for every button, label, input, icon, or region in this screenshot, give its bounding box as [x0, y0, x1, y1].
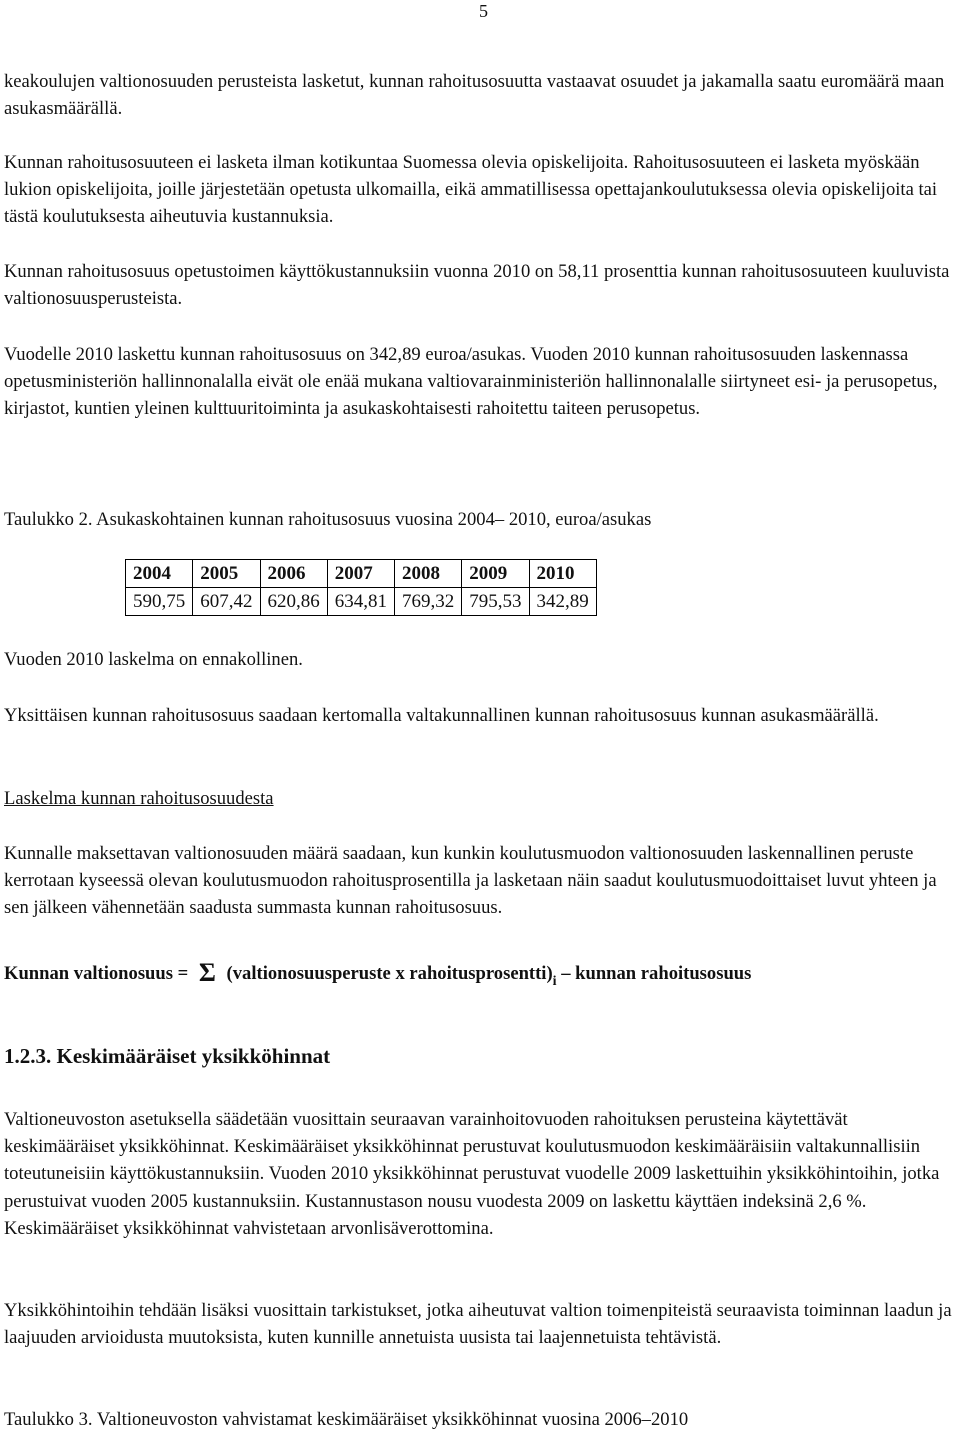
section-heading-underlined: Laskelma kunnan rahoitusosuudesta [4, 788, 274, 809]
sigma-icon: Σ [198, 958, 216, 987]
formula [4, 958, 954, 997]
paragraph-4: Vuodelle 2010 laskettu kunnan rahoitusosuus on 342,89 euroa/asukas. Vuoden 2010 kunnan rahoitusosuuden laskennassa opetusministeriön hallinnonalalla eivät ole enää mukana valtiovarainministeriön hallinnonalalle siirtyneet esi- ja perusopetus, kirjastot, kuntien yleinen kulttuuritoiminta ja asukaskohtaisesti rahoitettu taiteen perusopetus. [4, 344, 938, 420]
table-row-values [126, 588, 597, 616]
heading-1-2-3: 1.2.3. Keskimääräiset yksikköhinnat [4, 1044, 331, 1068]
paragraph-3: Kunnan rahoitusosuus opetustoimen käyttökustannuksiin vuonna 2010 on 58,11 prosenttia kunnan rahoitusosuuteen kuuluvista valtionosuusperusteista. [4, 261, 950, 310]
table-cell-year: 2009 [462, 560, 529, 588]
table-cell-value: 769,32 [395, 588, 462, 616]
formula-subscript: i [552, 974, 557, 989]
formula-right: – kunnan rahoitusosuus [561, 963, 752, 984]
paragraph-8: Valtioneuvoston asetuksella säädetään vuosittain seuraavan varainhoitovuoden rahoituksen perusteina käytettävät keskimääräiset yksikköhinnat. Keskimääräiset yksikköhinnat perustuvat koulutusmuodon keskimääräisiin valtakunnallisiin toteutuneisiin käyttökustannuksiin. Vuoden 2010 yksikköhinnat perustuvat vuodelle 2009 laskettuihin yksikköhintoihin, jotka perustuivat vuoden 2005 kustannuksiin. Kustannustason nousu vuodesta 2009 on laskettu käyttäen indeksinä 2,6 %. Keskimääräiset yksikköhinnat vahvistetaan arvonlisäverottomina. [4, 1109, 940, 1239]
table-cell-value: 590,75 [126, 588, 193, 616]
table-cell-value: 795,53 [462, 588, 529, 616]
table-cell-year: 2005 [193, 560, 260, 588]
table-cell-value: 620,86 [260, 588, 327, 616]
table-cell-year: 2008 [395, 560, 462, 588]
table-cell-year: 2007 [327, 560, 394, 588]
table-cell-year: 2006 [260, 560, 327, 588]
paragraph-1: keakoulujen valtionosuuden perusteista lasketut, kunnan rahoitusosuutta vastaavat osuudet ja jakamalla saatu euromäärä maan asukasmäärällä. [4, 71, 945, 120]
paragraph-2: Kunnan rahoitusosuuteen ei lasketa ilman kotikuntaa Suomessa olevia opiskelijoita. Rahoitusosuuteen ei lasketa myöskään lukion opiskelijoita, joille järjestetään opetusta ulkomailla, eikä ammatillisessa opettajankoulutuksessa olevia opiskelijoita tai tästä koulutuksesta aiheutuvia kustannuksia. [4, 152, 938, 228]
table-cell-year: 2010 [529, 560, 596, 588]
table-2 [125, 559, 597, 616]
paragraph-5: Vuoden 2010 laskelma on ennakollinen. [4, 649, 303, 670]
page-number: 5 [479, 1, 488, 21]
formula-middle: (valtionosuusperuste x rahoitusprosentti) [226, 963, 553, 984]
formula-left: Kunnan valtionosuus = [4, 963, 189, 984]
table-cell-value: 607,42 [193, 588, 260, 616]
paragraph-9: Yksikköhintoihin tehdään lisäksi vuosittain tarkistukset, jotka aiheutuvat valtion toimenpiteistä seuraavista toiminnan laadun ja laajuuden arvioidusta muutoksista, kuten kunnille annetuista uusista tai laajennetuista tehtävistä. [4, 1300, 952, 1349]
table-2-caption: Taulukko 2. Asukaskohtainen kunnan rahoitusosuus vuosina 2004– 2010, euroa/asukas [4, 509, 652, 530]
table-cell-value: 634,81 [327, 588, 394, 616]
table-cell-year: 2004 [126, 560, 193, 588]
table-cell-value: 342,89 [529, 588, 596, 616]
paragraph-7: Kunnalle maksettavan valtionosuuden määrä saadaan, kun kunkin koulutusmuodon valtionosuuden laskennallinen peruste kerrotaan kyseessä olevan koulutusmuodon rahoitusprosentilla ja lasketaan näin saadut koulutusmuodoittaiset luvut yhteen ja sen jälkeen vähennetään saadusta summasta kunnan rahoitusosuus. [4, 843, 937, 919]
table-row-years [126, 560, 597, 588]
table-3-caption: Taulukko 3. Valtioneuvoston vahvistamat keskimääräiset yksikköhinnat vuosina 2006–2010 [4, 1409, 689, 1430]
paragraph-6: Yksittäisen kunnan rahoitusosuus saadaan kertomalla valtakunnallinen kunnan rahoitusosuus kunnan asukasmäärällä. [4, 705, 879, 726]
